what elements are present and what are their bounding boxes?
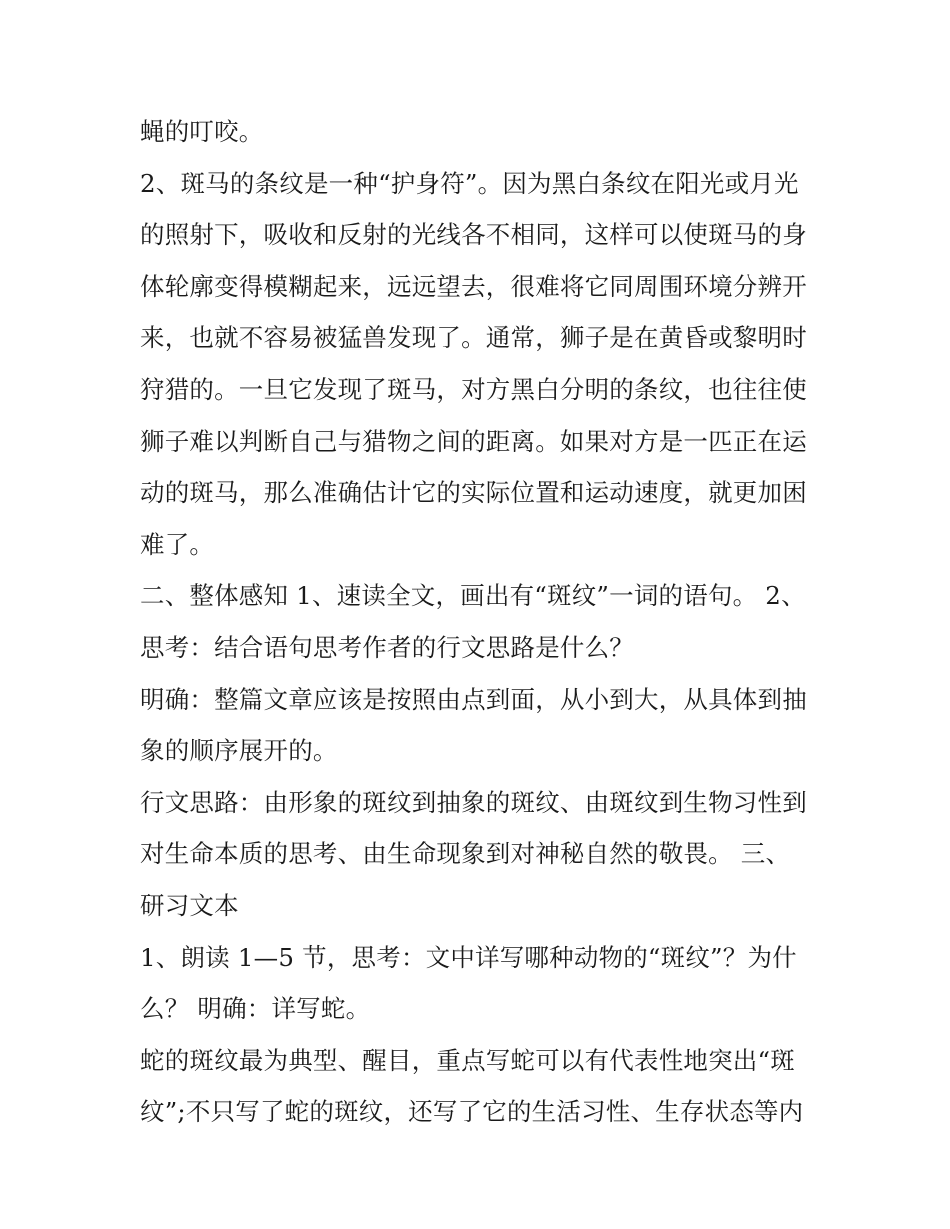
text-line: 思考：结合语句思考作者的行文思路是什么？: [140, 632, 634, 662]
text-line: 来，也就不容易被猛兽发现了。通常，狮子是在黄昏或黎明时: [140, 323, 807, 353]
text-line: 象的顺序展开的。: [140, 736, 338, 766]
text-line: 蛇的斑纹最为典型、醒目，重点写蛇可以有代表性地突出“斑: [140, 1045, 795, 1075]
text-line: 行文思路：由形象的斑纹到抽象的斑纹、由斑纹到生物习性到: [140, 787, 807, 817]
text-line: 明确：整篇文章应该是按照由点到面，从小到大，从具体到抽: [140, 684, 807, 714]
text-line: 2、斑马的条纹是一种“护身符”。因为黑白条纹在阳光或月光: [140, 168, 799, 198]
document-body: [140, 106, 815, 1138]
text-line: 纹”;不只写了蛇的斑纹，还写了它的生活习性、生存状态等内: [140, 1097, 804, 1127]
text-line: 1、朗读 1—5 节，思考：文中详写哪种动物的“斑纹”？为什: [140, 942, 797, 972]
text-line: 体轮廓变得模糊起来，远远望去，很难将它同周围环境分辨开: [140, 271, 807, 301]
text-line: 难了。: [140, 529, 215, 559]
text-line: 狮子难以判断自己与猎物之间的距离。如果对方是一匹正在运: [140, 426, 807, 456]
text-line: 动的斑马，那么准确估计它的实际位置和运动速度，就更加困: [140, 478, 807, 508]
text-line: 的照射下，吸收和反射的光线各不相同，这样可以使斑马的身: [140, 220, 807, 250]
section-heading-line: 二、整体感知 1、速读全文，画出有“斑纹”一词的语句。 2、: [140, 581, 806, 611]
section-heading-line: 研习文本: [140, 890, 239, 920]
text-line: 蝇的叮咬。: [140, 117, 264, 146]
text-line: 么？ 明确：详写蛇。: [140, 994, 371, 1024]
text-line: 对生命本质的思考、由生命现象到对神秘自然的敬畏。 三、: [140, 839, 791, 869]
text-line: 狩猎的。一旦它发现了斑马，对方黑白分明的条纹，也往往使: [140, 374, 807, 404]
